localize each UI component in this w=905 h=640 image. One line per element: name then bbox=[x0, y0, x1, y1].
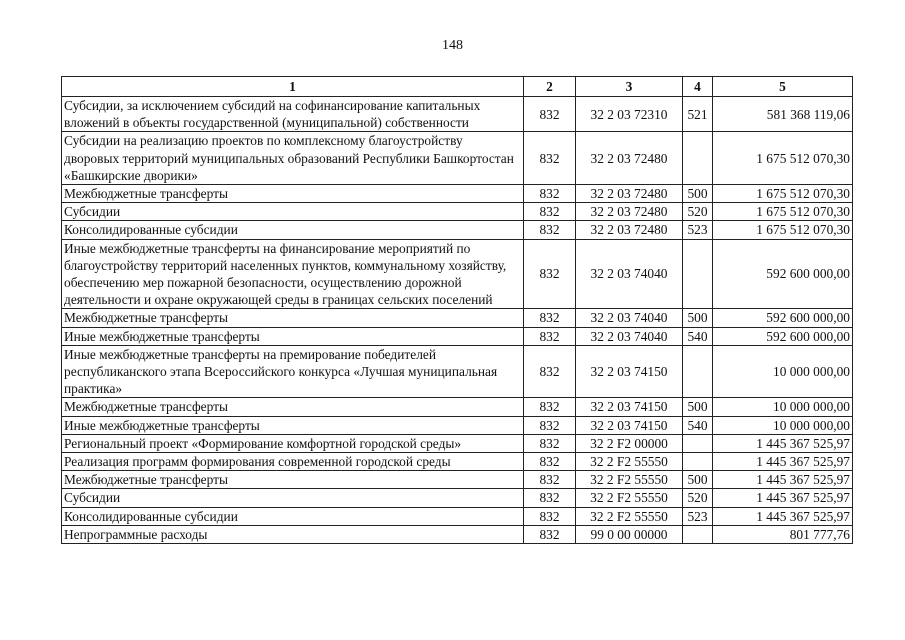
row-ministry-code: 832 bbox=[524, 221, 576, 239]
row-name: Иные межбюджетные трансферты bbox=[62, 416, 524, 434]
row-target-code: 32 2 F2 55550 bbox=[576, 471, 683, 489]
row-amount: 10 000 000,00 bbox=[713, 398, 853, 416]
table-row bbox=[62, 507, 853, 525]
row-ministry-code: 832 bbox=[524, 507, 576, 525]
table-row bbox=[62, 434, 853, 452]
row-target-code: 32 2 F2 55550 bbox=[576, 489, 683, 507]
row-type-code: 500 bbox=[683, 309, 713, 327]
row-target-code: 32 2 F2 00000 bbox=[576, 434, 683, 452]
table-row bbox=[62, 345, 853, 398]
row-target-code: 32 2 F2 55550 bbox=[576, 507, 683, 525]
table-row bbox=[62, 453, 853, 471]
row-amount: 1 445 367 525,97 bbox=[713, 489, 853, 507]
row-amount: 592 600 000,00 bbox=[713, 309, 853, 327]
row-ministry-code: 832 bbox=[524, 453, 576, 471]
row-type-code bbox=[683, 345, 713, 398]
row-target-code: 32 2 03 72310 bbox=[576, 97, 683, 132]
budget-table bbox=[61, 76, 853, 544]
row-amount: 801 777,76 bbox=[713, 525, 853, 543]
row-ministry-code: 832 bbox=[524, 345, 576, 398]
row-name: Субсидии bbox=[62, 489, 524, 507]
row-name: Реализация программ формирования современной городской среды bbox=[62, 453, 524, 471]
row-type-code: 523 bbox=[683, 221, 713, 239]
row-type-code: 540 bbox=[683, 327, 713, 345]
table-row bbox=[62, 327, 853, 345]
row-ministry-code: 832 bbox=[524, 525, 576, 543]
row-amount: 592 600 000,00 bbox=[713, 239, 853, 309]
table-row bbox=[62, 239, 853, 309]
row-type-code: 500 bbox=[683, 398, 713, 416]
table-row bbox=[62, 416, 853, 434]
row-target-code: 32 2 03 74150 bbox=[576, 345, 683, 398]
row-ministry-code: 832 bbox=[524, 239, 576, 309]
column-header-ministry: 2 bbox=[524, 77, 576, 97]
row-name: Субсидии на реализацию проектов по комплексному благоустройству дворовых территорий муниципальных образований Республики Башкортостан «Башкирские дворики» bbox=[62, 132, 524, 185]
page-number: 148 bbox=[442, 38, 463, 53]
column-header-name: 1 bbox=[62, 77, 524, 97]
row-type-code bbox=[683, 453, 713, 471]
row-type-code: 540 bbox=[683, 416, 713, 434]
table-row bbox=[62, 309, 853, 327]
row-amount: 10 000 000,00 bbox=[713, 345, 853, 398]
row-type-code: 521 bbox=[683, 97, 713, 132]
row-ministry-code: 832 bbox=[524, 203, 576, 221]
row-target-code: 32 2 03 74150 bbox=[576, 416, 683, 434]
column-header-amount: 5 bbox=[713, 77, 853, 97]
table-row bbox=[62, 471, 853, 489]
row-type-code: 520 bbox=[683, 203, 713, 221]
row-name: Региональный проект «Формирование комфортной городской среды» bbox=[62, 434, 524, 452]
row-type-code: 520 bbox=[683, 489, 713, 507]
table-row bbox=[62, 132, 853, 185]
column-header-target-article: 3 bbox=[576, 77, 683, 97]
row-name: Иные межбюджетные трансферты на финансирование мероприятий по благоустройству территорий населенных пунктов, коммунальному хозяйству, обеспечению мер пожарной безопасности, осуществлению дорожной деятельности и охране окружающей среды в границах сельских поселений bbox=[62, 239, 524, 309]
row-amount: 1 675 512 070,30 bbox=[713, 132, 853, 185]
row-ministry-code: 832 bbox=[524, 398, 576, 416]
row-ministry-code: 832 bbox=[524, 132, 576, 185]
row-name: Иные межбюджетные трансферты на премирование победителей республиканского этапа Всероссийского конкурса «Лучшая муниципальная практика» bbox=[62, 345, 524, 398]
row-name: Иные межбюджетные трансферты bbox=[62, 327, 524, 345]
row-amount: 1 445 367 525,97 bbox=[713, 434, 853, 452]
row-ministry-code: 832 bbox=[524, 309, 576, 327]
row-type-code bbox=[683, 239, 713, 309]
row-type-code bbox=[683, 525, 713, 543]
row-name: Межбюджетные трансферты bbox=[62, 185, 524, 203]
row-ministry-code: 832 bbox=[524, 185, 576, 203]
row-target-code: 32 2 03 72480 bbox=[576, 221, 683, 239]
row-name: Субсидии, за исключением субсидий на софинансирование капитальных вложений в объекты государственной (муниципальной) собственности bbox=[62, 97, 524, 132]
row-ministry-code: 832 bbox=[524, 416, 576, 434]
row-ministry-code: 832 bbox=[524, 97, 576, 132]
row-ministry-code: 832 bbox=[524, 489, 576, 507]
table-row bbox=[62, 489, 853, 507]
row-name: Консолидированные субсидии bbox=[62, 221, 524, 239]
column-header-expense-type: 4 bbox=[683, 77, 713, 97]
row-amount: 1 445 367 525,97 bbox=[713, 507, 853, 525]
row-target-code: 32 2 03 72480 bbox=[576, 132, 683, 185]
row-name: Непрограммные расходы bbox=[62, 525, 524, 543]
row-name: Межбюджетные трансферты bbox=[62, 309, 524, 327]
row-amount: 1 445 367 525,97 bbox=[713, 453, 853, 471]
table-header-row bbox=[62, 77, 853, 97]
row-type-code: 500 bbox=[683, 185, 713, 203]
row-amount: 10 000 000,00 bbox=[713, 416, 853, 434]
row-amount: 592 600 000,00 bbox=[713, 327, 853, 345]
row-type-code: 523 bbox=[683, 507, 713, 525]
row-name: Субсидии bbox=[62, 203, 524, 221]
row-amount: 1 445 367 525,97 bbox=[713, 471, 853, 489]
row-target-code: 32 2 03 72480 bbox=[576, 185, 683, 203]
table-row bbox=[62, 221, 853, 239]
row-target-code: 99 0 00 00000 bbox=[576, 525, 683, 543]
row-ministry-code: 832 bbox=[524, 471, 576, 489]
row-target-code: 32 2 03 74040 bbox=[576, 239, 683, 309]
row-name: Межбюджетные трансферты bbox=[62, 471, 524, 489]
table-row bbox=[62, 525, 853, 543]
row-target-code: 32 2 03 74040 bbox=[576, 309, 683, 327]
table-row bbox=[62, 203, 853, 221]
row-amount: 581 368 119,06 bbox=[713, 97, 853, 132]
row-name: Межбюджетные трансферты bbox=[62, 398, 524, 416]
table-row bbox=[62, 398, 853, 416]
row-target-code: 32 2 F2 55550 bbox=[576, 453, 683, 471]
row-amount: 1 675 512 070,30 bbox=[713, 185, 853, 203]
table-row bbox=[62, 97, 853, 132]
row-ministry-code: 832 bbox=[524, 327, 576, 345]
row-target-code: 32 2 03 74040 bbox=[576, 327, 683, 345]
row-target-code: 32 2 03 72480 bbox=[576, 203, 683, 221]
row-name: Консолидированные субсидии bbox=[62, 507, 524, 525]
row-type-code bbox=[683, 434, 713, 452]
row-amount: 1 675 512 070,30 bbox=[713, 221, 853, 239]
row-type-code: 500 bbox=[683, 471, 713, 489]
table-row bbox=[62, 185, 853, 203]
row-ministry-code: 832 bbox=[524, 434, 576, 452]
row-amount: 1 675 512 070,30 bbox=[713, 203, 853, 221]
row-type-code bbox=[683, 132, 713, 185]
row-target-code: 32 2 03 74150 bbox=[576, 398, 683, 416]
